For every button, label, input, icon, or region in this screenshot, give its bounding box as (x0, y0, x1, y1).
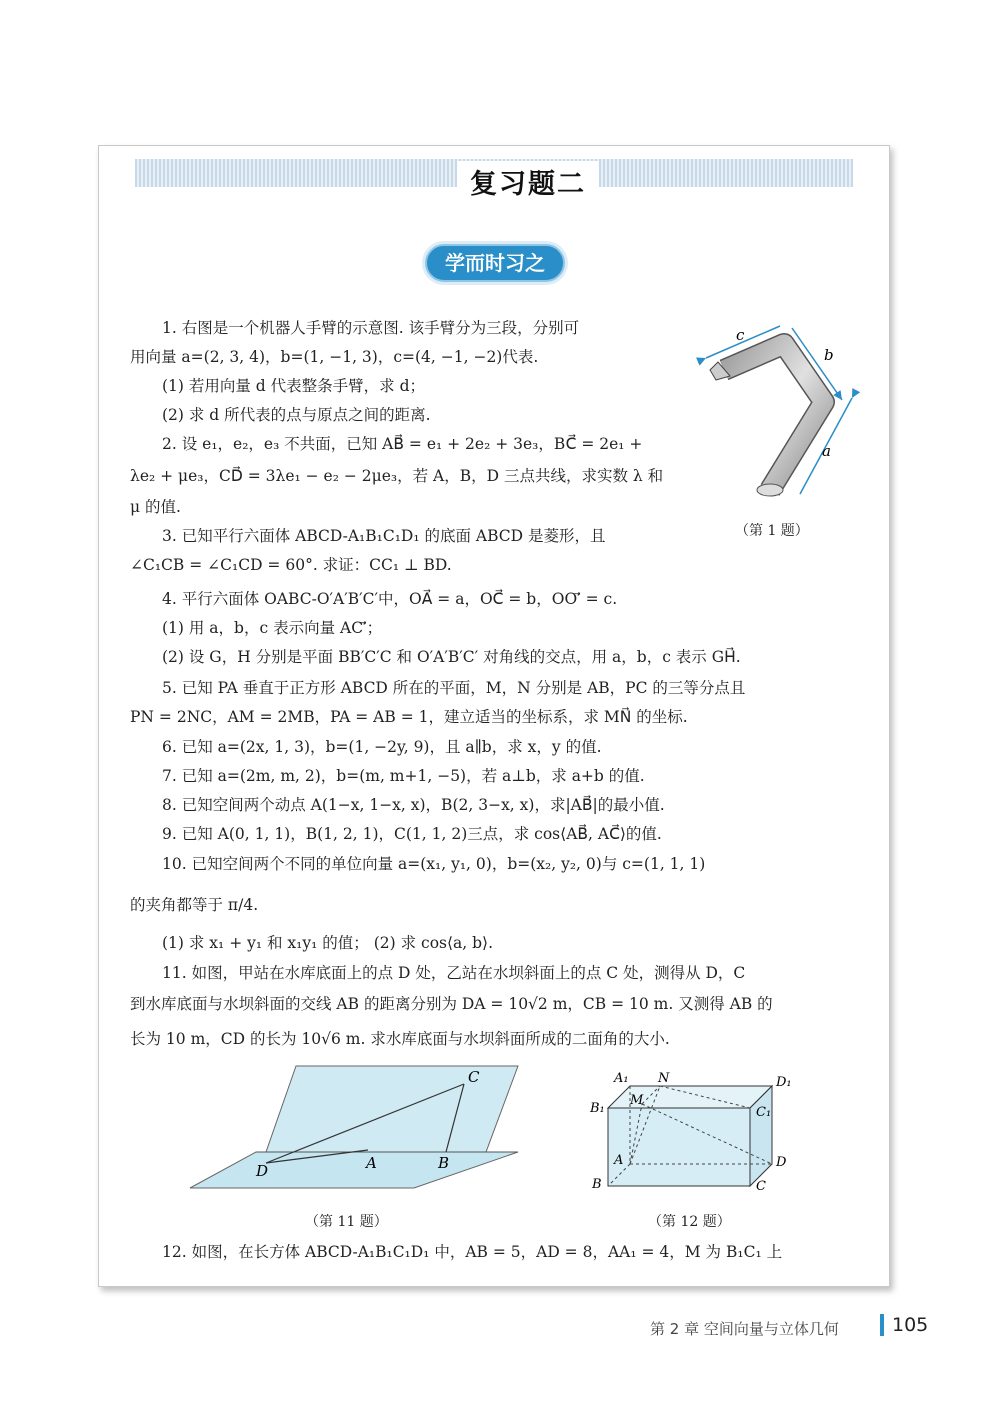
fig12-label-B: B (592, 1177, 602, 1192)
text-line: ∠C₁CB = ∠C₁CD = 60°. 求证：CC₁ ⊥ BD. (130, 556, 452, 574)
text-line: (1) 用 a，b，c 表示向量 AC′⃗； (162, 619, 383, 637)
fig11-caption: （第 11 题） (305, 1214, 388, 1230)
fig1-caption: （第 1 题） (735, 523, 809, 539)
text-line: PN = 2NC，AM = 2MB，PA = AB = 1，建立适当的坐标系，求 MN⃗ 的坐标. (130, 708, 688, 726)
dihedral-figure (186, 1060, 526, 1196)
chapter-footer: 第 2 章 空间向量与立体几何 (650, 1320, 839, 1338)
fig11-label-B: B (438, 1154, 450, 1172)
section-title: 复习题二 (457, 161, 599, 209)
text-line: 用向量 a=(2, 3, 4)，b=(1, −1, 3)，c=(4, −1, −2)代表. (130, 348, 539, 366)
text-line: (1) 求 x₁ + y₁ 和 x₁y₁ 的值； (2) 求 cos⟨a, b⟩. (162, 934, 494, 952)
text-line: 10. 已知空间两个不同的单位向量 a=(x₁, y₁, 0)，b=(x₂, y₂, 0)与 c=(1, 1, 1) (162, 855, 706, 873)
fig12-label-C1: C₁ (756, 1105, 772, 1120)
fig11-label-C: C (468, 1068, 480, 1086)
fig12-label-B1: B₁ (590, 1101, 605, 1116)
text-line: 的夹角都等于 π/4. (130, 896, 259, 914)
text-line: 5. 已知 PA 垂直于正方形 ABCD 所在的平面，M，N 分别是 AB，PC 的三等分点且 (162, 679, 746, 697)
text-line: (1) 若用向量 d 代表整条手臂，求 d； (162, 377, 426, 395)
text-line: 到水库底面与水坝斜面的交线 AB 的距离分别为 DA = 10√2 m，CB = 10 m. 又测得 AB 的 (130, 995, 773, 1013)
page-number: 105 (880, 1314, 928, 1336)
fig12-label-D1: D₁ (776, 1075, 792, 1090)
fig12-label-D: D (776, 1155, 787, 1170)
fig11-label-D: D (256, 1162, 269, 1180)
text-line: 9. 已知 A(0, 1, 1)，B(1, 2, 1)，C(1, 1, 2)三点，求 cos⟨AB⃗, AC⃗⟩的值. (162, 825, 662, 843)
text-line: 1. 右图是一个机器人手臂的示意图. 该手臂分为三段，分别可 (162, 319, 580, 337)
fig1-label-a: a (822, 442, 831, 460)
fig12-caption: （第 12 题） (648, 1214, 731, 1230)
fig12-label-N: N (658, 1071, 670, 1086)
fig11-label-A: A (366, 1154, 377, 1172)
text-line: λe₂ + μe₃，CD⃗ = 3λe₁ − e₂ − 2μe₃，若 A，B，D 三点共线，求实数 λ 和 (130, 467, 664, 485)
cuboid-figure (586, 1066, 806, 1196)
fig12-label-M: M (630, 1093, 644, 1108)
text-line: 4. 平行六面体 OABC-O′A′B′C′中，OA⃗ = a，OC⃗ = b，OO′⃗ = c. (162, 590, 618, 608)
text-line: 3. 已知平行六面体 ABCD-A₁B₁C₁D₁ 的底面 ABCD 是菱形，且 (162, 527, 606, 545)
robot-arm-figure (692, 318, 872, 508)
text-line: μ 的值. (130, 498, 181, 516)
section-badge: 学而时习之 (425, 244, 565, 282)
fig12-label-A1: A₁ (614, 1071, 629, 1086)
text-line: 8. 已知空间两个动点 A(1−x, 1−x, x)，B(2, 3−x, x)，求|AB⃗|的最小值. (162, 796, 665, 814)
text-line: 6. 已知 a=(2x, 1, 3)，b=(1, −2y, 9)，且 a∥b，求 x，y 的值. (162, 738, 602, 756)
fig1-label-b: b (824, 346, 834, 364)
text-line: 长为 10 m，CD 的长为 10√6 m. 求水库底面与水坝斜面所成的二面角的大小. (130, 1030, 670, 1048)
fig12-label-A: A (614, 1153, 624, 1168)
text-line: 2. 设 e₁，e₂，e₃ 不共面，已知 AB⃗ = e₁ + 2e₂ + 3e₃，BC⃗ = 2e₁ + (162, 435, 643, 453)
title-band (135, 159, 853, 200)
text-line: 7. 已知 a=(2m, m, 2)，b=(m, m+1, −5)，若 a⊥b，求 a+b 的值. (162, 767, 645, 785)
text-line: 11. 如图，甲站在水库底面上的点 D 处，乙站在水坝斜面上的点 C 处，测得从 D，C (162, 964, 746, 982)
text-line: (2) 设 G，H 分别是平面 BB′C′C 和 O′A′B′C′ 对角线的交点，用 a，b，c 表示 GH⃗. (162, 648, 741, 666)
fig1-label-c: c (736, 326, 745, 344)
text-line: 12. 如图，在长方体 ABCD-A₁B₁C₁D₁ 中，AB = 5，AD = 8，AA₁ = 4，M 为 B₁C₁ 上 (162, 1243, 783, 1261)
fig12-label-C: C (756, 1179, 766, 1194)
text-line: (2) 求 d 所代表的点与原点之间的距离. (162, 406, 431, 424)
